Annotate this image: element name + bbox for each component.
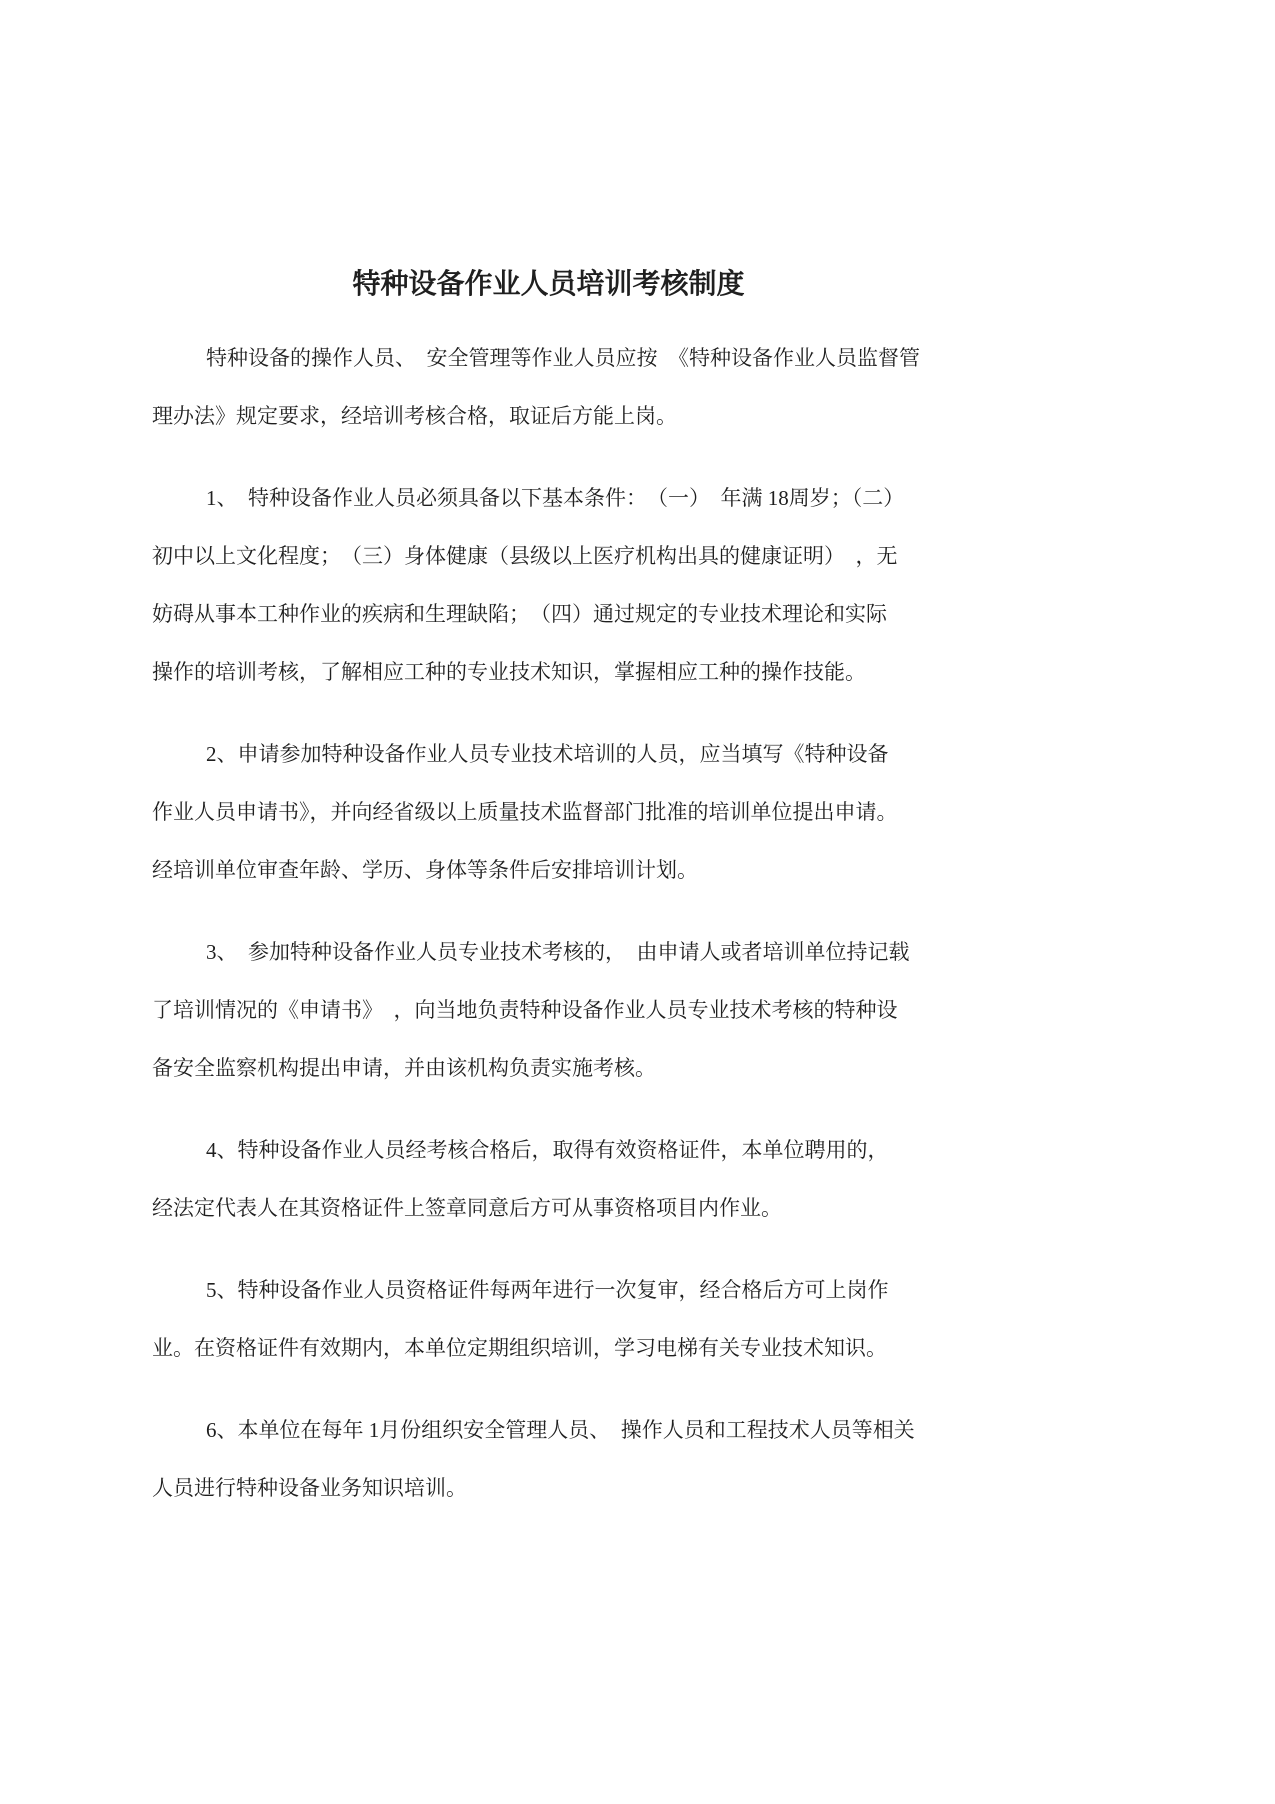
paragraph-item-2 (152, 725, 945, 899)
text-line: 人员进行特种设备业务知识培训。 (152, 1476, 467, 1500)
paragraph-item-4 (152, 1121, 945, 1237)
document-title: 特种设备作业人员培训考核制度 (352, 269, 745, 300)
paragraph-item-5 (152, 1261, 945, 1377)
text-line: 经法定代表人在其资格证件上签章同意后方可从事资格项目内作业。 (152, 1196, 782, 1220)
paragraph-item-3 (152, 923, 945, 1097)
paragraph-intro (152, 329, 945, 445)
text-line: 经培训单位审查年龄、学历、身体等条件后安排培训计划。 (152, 858, 698, 882)
text-line: 妨碍从事本工种作业的疾病和生理缺陷； （四）通过规定的专业技术理论和实际 (152, 602, 887, 626)
text-line: 业。在资格证件有效期内，本单位定期组织培训，学习电梯有关专业技术知识。 (152, 1336, 887, 1360)
text-line: 作业人员申请书》，并向经省级以上质量技术监督部门批准的培训单位提出申请。 (152, 800, 898, 824)
text-line: 6、本单位在每年 1月份组织安全管理人员、 操作人员和工程技术人员等相关 (206, 1418, 915, 1442)
text-line: 特种设备的操作人员、 安全管理等作业人员应按 《特种设备作业人员监督管 (206, 346, 920, 370)
paragraph-item-6 (152, 1401, 945, 1517)
text-line: 1、 特种设备作业人员必须具备以下基本条件： （一） 年满 18周岁；（二） (206, 486, 905, 510)
text-line: 备安全监察机构提出申请，并由该机构负责实施考核。 (152, 1056, 656, 1080)
text-line: 4、特种设备作业人员经考核合格后，取得有效资格证件，本单位聘用的， (206, 1138, 889, 1162)
document-paragraphs (152, 329, 945, 1517)
text-line: 5、特种设备作业人员资格证件每两年进行一次复审，经合格后方可上岗作 (206, 1278, 889, 1302)
text-line: 初中以上文化程度； （三）身体健康（县级以上医疗机构出具的健康证明） ，无 (152, 544, 898, 568)
paragraph-item-1 (152, 469, 945, 701)
text-line: 操作的培训考核，了解相应工种的专业技术知识，掌握相应工种的操作技能。 (152, 660, 866, 684)
text-line: 3、 参加特种设备作业人员专业技术考核的， 由申请人或者培训单位持记载 (206, 940, 910, 964)
text-line: 理办法》规定要求，经培训考核合格，取证后方能上岗。 (152, 404, 677, 428)
text-line: 了培训情况的《申请书》 ，向当地负责特种设备作业人员专业技术考核的特种设 (152, 998, 898, 1022)
text-line: 2、申请参加特种设备作业人员专业技术培训的人员，应当填写《特种设备 (206, 742, 889, 766)
